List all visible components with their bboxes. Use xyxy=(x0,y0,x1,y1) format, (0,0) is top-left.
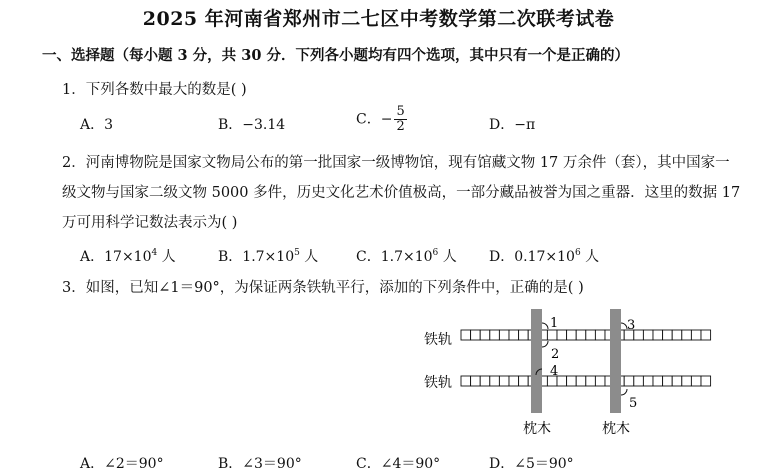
tie-left xyxy=(531,309,542,413)
rail-cell xyxy=(691,330,701,340)
rail-top xyxy=(461,330,711,340)
rail-cell xyxy=(499,330,509,340)
rail-cell xyxy=(509,330,519,340)
rail-cell xyxy=(701,376,711,386)
angle-1-arc xyxy=(542,323,548,329)
angle-3-label: 3 xyxy=(627,318,636,333)
rail-cell xyxy=(701,330,711,340)
angle-5-label: 5 xyxy=(629,396,638,411)
rail-cell xyxy=(682,330,692,340)
rail-cell xyxy=(519,376,529,386)
rail-cell xyxy=(643,376,653,386)
page-title: 2025 年河南省郑州市二七区中考数学第二次联考试卷 xyxy=(142,8,615,30)
rail-cell xyxy=(682,376,692,386)
rail-cell xyxy=(663,376,673,386)
rail-label-top: 铁轨 xyxy=(424,332,452,348)
q2-option-d: D．$0.17\times 10^6$ 人 xyxy=(489,248,600,265)
tie-right xyxy=(610,309,621,413)
rail-cell xyxy=(461,376,471,386)
rail-cell xyxy=(471,376,481,386)
rail-cell xyxy=(567,376,577,386)
q3-option-a: A．∠2＝90° xyxy=(80,456,164,472)
q2-option-c: C．$1.7\times 10^6$ 人 xyxy=(356,248,457,265)
rail-cell xyxy=(557,376,567,386)
tie-label-left: 枕木 xyxy=(523,421,551,437)
rail-cell xyxy=(557,330,567,340)
rail-cell xyxy=(509,376,519,386)
rail-cell xyxy=(595,376,605,386)
rail-cell xyxy=(499,376,509,386)
q3-option-c: C．∠4＝90° xyxy=(356,456,441,472)
rail-cell xyxy=(480,330,490,340)
q1-option-c: C．− $\frac{5}{2}$ xyxy=(356,104,405,134)
fraction: $\frac{5}{2}$ xyxy=(396,104,405,134)
rail-cell xyxy=(480,376,490,386)
rail-label-bottom: 铁轨 xyxy=(424,375,452,391)
rail-cell xyxy=(586,330,596,340)
rail-cell xyxy=(672,330,682,340)
rail-cell xyxy=(567,330,577,340)
rail-cell xyxy=(490,330,500,340)
question-2-line-1: 2．河南博物院是国家文物局公布的第一批国家一级博物馆，现有馆藏文物 17 万余件（套），其中国家一 xyxy=(62,155,730,171)
tie-label-right: 枕木 xyxy=(602,421,630,437)
rail-cell xyxy=(586,376,596,386)
rail-cell xyxy=(672,376,682,386)
rail-cell xyxy=(643,330,653,340)
angle-5-arc xyxy=(621,389,627,395)
q1-option-d: D．−π xyxy=(489,117,536,133)
section-header: 一、选择题（每小题 3 分，共 30 分．下列各小题均有四个选项，其中只有一个是正确的） xyxy=(42,47,629,64)
question-2-line-2: 级文物与国家二级文物 5000 多件，历史文化艺术价值极高，一部分藏品被誉为国之重器．这里的数据 17 xyxy=(62,185,741,201)
rail-cell xyxy=(490,376,500,386)
rail-cell xyxy=(595,330,605,340)
angle-4-label: 4 xyxy=(550,364,559,379)
rail-cell xyxy=(461,330,471,340)
rail-cell xyxy=(519,330,529,340)
rail-cell xyxy=(471,330,481,340)
q1-option-b: B．−3.14 xyxy=(218,117,286,133)
rail-cell xyxy=(634,376,644,386)
q3-option-d: D．∠5＝90° xyxy=(489,456,574,472)
question-1-stem: 1．下列各数中最大的数是( ) xyxy=(62,82,247,98)
rail-cell xyxy=(691,376,701,386)
q3-option-b: B．∠3＝90° xyxy=(218,456,302,472)
rail-cell xyxy=(653,376,663,386)
rail-cell xyxy=(663,330,673,340)
railway-figure xyxy=(415,303,715,443)
q2-option-b: B．$1.7\times 10^5$ 人 xyxy=(218,248,319,265)
angle-2-label: 2 xyxy=(551,347,560,362)
rail-cell xyxy=(576,376,586,386)
rail-cell xyxy=(547,330,557,340)
rail-cell xyxy=(624,376,634,386)
question-2-line-3: 万可用科学记数法表示为( ) xyxy=(62,215,238,231)
q1-option-a: A．3 xyxy=(80,117,114,133)
q2-option-a: A．$17\times 10^4$ 人 xyxy=(80,248,176,265)
question-3-stem: 3．如图，已知∠1＝90°，为保证两条铁轨平行，添加的下列条件中，正确的是( ) xyxy=(62,280,584,296)
angle-2-arc xyxy=(542,341,548,347)
angle-1-label: 1 xyxy=(550,316,559,331)
rail-bottom xyxy=(461,376,711,386)
rail-cell xyxy=(653,330,663,340)
rail-cell xyxy=(576,330,586,340)
